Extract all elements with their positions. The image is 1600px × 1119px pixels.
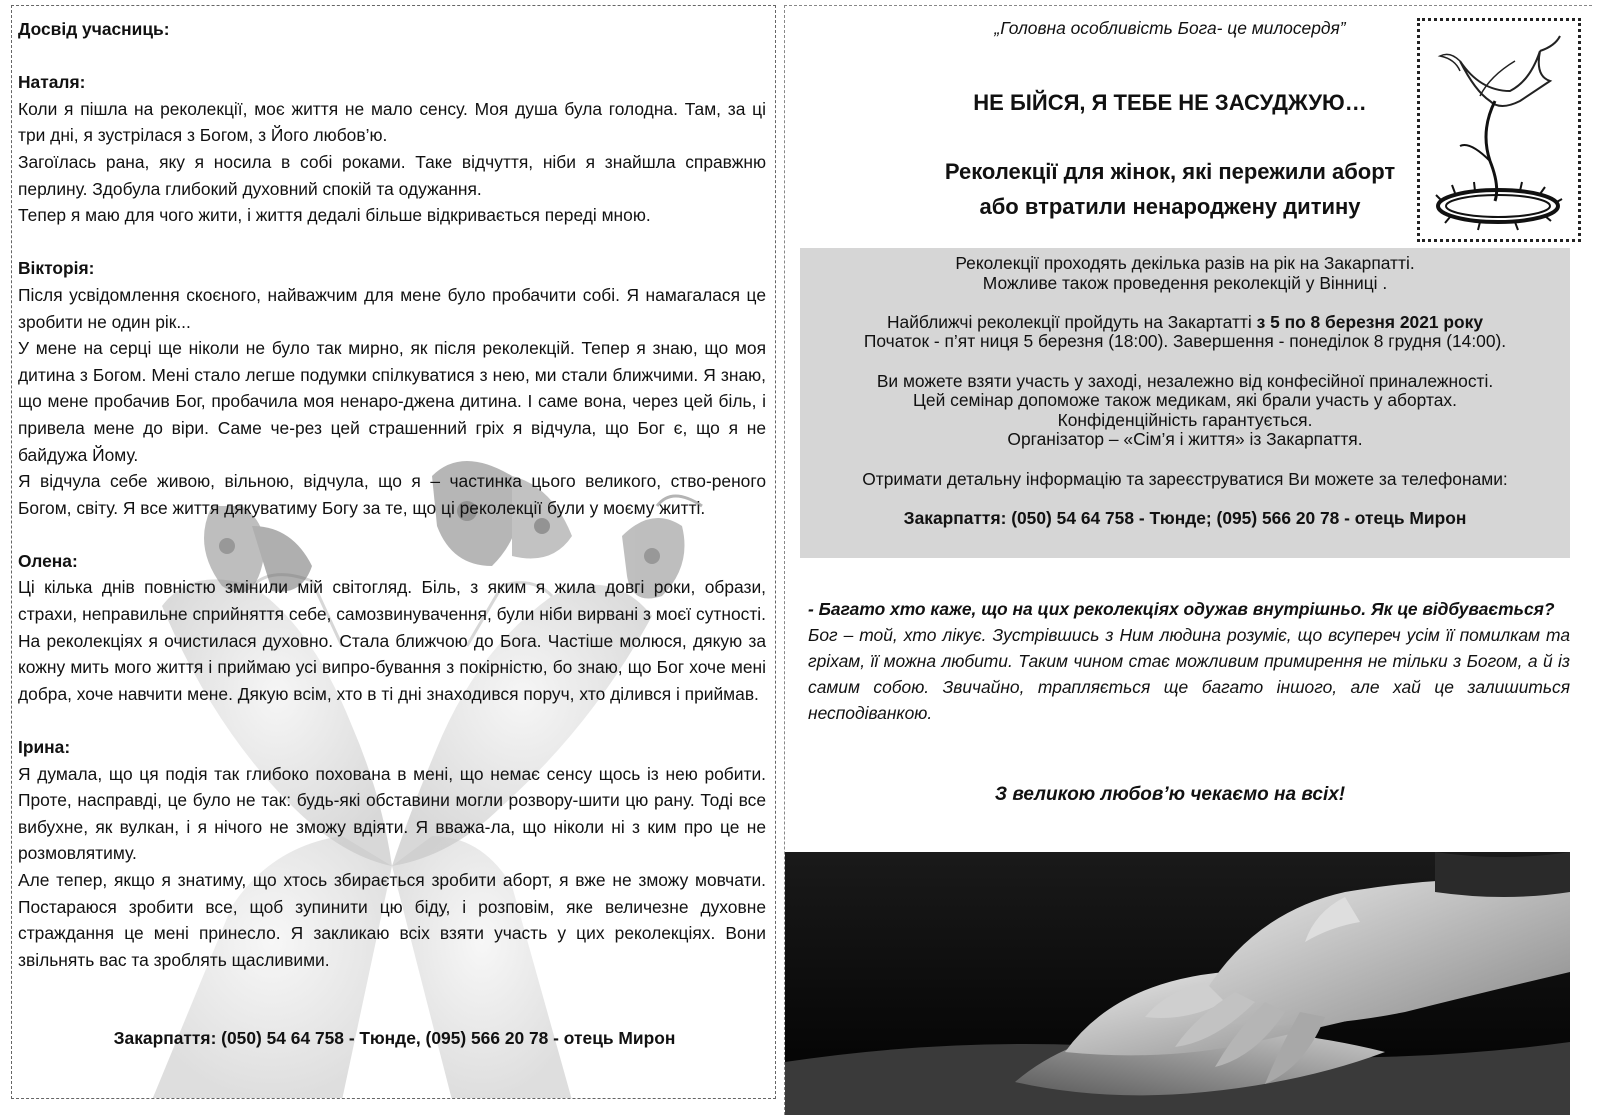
faq-answer: Бог – той, хто лікує. Зустрівшись з Ним людина розуміє, що всупереч усім її помилкам та гріхам, її можна любити. Таким чином стає можливим примирення не тільки з Богом, а й із самим собою. Звичайно, трапляється ще багато іншого, але хай це залишиться несподіванкою. bbox=[808, 625, 1570, 723]
testimonial-name: Олена: bbox=[18, 550, 78, 571]
schedule-line: Початок - п’ят ниця 5 березня (18:00). Завершення - понеділок 8 грудня (14:00). bbox=[863, 331, 1507, 352]
subtitle-line: Реколекції для жінок, які пережили аборт bbox=[944, 159, 1396, 184]
testimonial-name: Вікторія: bbox=[18, 258, 95, 279]
closing-line: З великою любов’ю чекаємо на всіх! bbox=[994, 784, 1346, 805]
testimonial-paragraph: Ці кілька днів повністю змінили мій світогляд. Біль, з яким я жила довгі роки, образи, страхи, неправильне сприйняття себе, самозвинувачення, були ніби вирвані з моєї сутності. На реколекціях я очистилася духовно. Стала ближчою до Бога. Частіше молюся, дякую за кожну мить мого життя і приймаю усі випро-бування з покірністю, бо знаю, що Бог хоче мені добра, хоче навчити мене. Дякую всім, хто в ті дні знаходився поруч, хто ділився і приймав. bbox=[18, 577, 766, 704]
info-line: Ви можете взяти участь у заході, незалежно від конфесійної приналежності. bbox=[876, 370, 1494, 391]
testimonial-paragraph: У мене на серці ще ніколи не було так мирно, як після реколекцій. Тепер я знаю, що моя дитина з Богом. Мені стало легше подумки спілкуватися з нею, ми стали ближчими. Я знаю, що мене пробачив Бог, пробачила моя ненаро-джена дитина. І саме вона, через цей біль, і привела мене до віри. Саме че-рез цей страшенний гріх я відчула, що Бог є, що я не байдужа Йому. bbox=[18, 338, 766, 465]
subtitle-line: або втратили ненароджену дитину bbox=[979, 194, 1361, 219]
next-retreat-prefix: Найближчі реколекції пройдуть на Закартатті bbox=[886, 311, 1257, 332]
testimonial-paragraph: Тепер я маю для чого жити, і життя дедалі більше відкривається переді мною. bbox=[18, 205, 651, 226]
next-retreat-line bbox=[800, 313, 1570, 333]
testimonial-name: Наталя: bbox=[18, 72, 86, 93]
testimonial-paragraph: Коли я пішла на реколекції, моє життя не мало сенсу. Моя душа була голодна. Там, за ці три дні, я зустрілася з Богом, з Його любов’ю. bbox=[18, 98, 766, 146]
info-line: Можливе також проведення реколекцій у Вінниці . bbox=[982, 272, 1388, 293]
left-page bbox=[11, 5, 776, 1099]
faq-question: - Багато хто каже, що на цих реколекціях одужав внутрішньо. Як це відбувається? bbox=[808, 599, 1555, 619]
mercy-quote: „Головна особливість Бога- це милосердя” bbox=[994, 18, 1346, 38]
info-line: Цей семінар допоможе також медикам, які брали участь у абортах. bbox=[913, 390, 1457, 411]
testimonials-text bbox=[18, 16, 766, 973]
register-line: Отримати детальну інформацію та зареєструватися Ви можете за телефонами: bbox=[862, 468, 1508, 489]
left-contact-phones: Закарпаття: (050) 54 64 758 - Тюнде, (095) 566 20 78 - отець Мирон bbox=[113, 1028, 676, 1048]
contact-phones: Закарпаття: (050) 54 64 758 - Тюнде; (095) 566 20 78 - отець Мирон bbox=[903, 507, 1467, 528]
joined-hands-photo bbox=[785, 852, 1570, 1115]
testimonial-name: Ірина: bbox=[18, 737, 71, 758]
retreat-info-box bbox=[800, 248, 1570, 558]
main-headline: НЕ БІЙСЯ, Я ТЕБЕ НЕ ЗАСУДЖУЮ… bbox=[973, 90, 1367, 115]
testimonial-paragraph: Але тепер, якщо я знатиму, що хтось збирається зробити аборт, я вже не зможу мовчати. Постараюся зробити все, щоб зупинити цю біду, і розповім, яке величезне духовне страждання це мені принесло. Я закликаю всіх взяти участь у цих реколекціях. Вони звільнять вас та зроблять щасливими. bbox=[18, 870, 766, 970]
faq-block bbox=[808, 596, 1570, 726]
testimonial-paragraph: Загоїлась рана, яку я носила в собі роками. Таке відчуття, ніби я знайшла справжню перлину. Здобула глибокий духовний спокій та одужання. bbox=[18, 151, 766, 199]
organizer-line: Організатор – «Сім’я і життя» із Закарпаття. bbox=[1007, 429, 1363, 450]
right-page bbox=[784, 5, 1592, 1115]
dove-thorns-icon bbox=[1420, 21, 1578, 239]
info-line: Конфіденційність гарантується. bbox=[1057, 409, 1313, 430]
dove-crown-logo bbox=[1417, 18, 1581, 242]
testimonial-paragraph: Я відчула себе живою, вільною, відчула, що я – частинка цього великого, ство-реного Богом, світу. Я все життя дякуватиму Богу за те, що ці реколекції були у моєму житті. bbox=[18, 471, 766, 518]
info-line: Реколекції проходять декілька разів на рік на Закарпатті. bbox=[955, 253, 1415, 273]
testimonial-paragraph: Я думала, що ця подія так глибоко похована в мені, що немає сенсу щось із нею робити. Проте, насправді, це було не так: будь-які обставини могли розвору-шити цю рану. Тоді все вибухне, як вулкан, і я нічого не зможу вдіяти. Я вважа-ла, що ніколи ні з ким про це не розмовлятиму. bbox=[18, 763, 766, 864]
next-retreat-dates: з 5 по 8 березня 2021 року bbox=[1256, 311, 1484, 332]
testimonial-paragraph: Після усвідомлення скоєного, найважчим для мене було пробачити собі. Я намагалася це зробити не один рік... bbox=[18, 284, 766, 332]
testimonials-heading: Досвід учасниць: bbox=[18, 19, 170, 39]
